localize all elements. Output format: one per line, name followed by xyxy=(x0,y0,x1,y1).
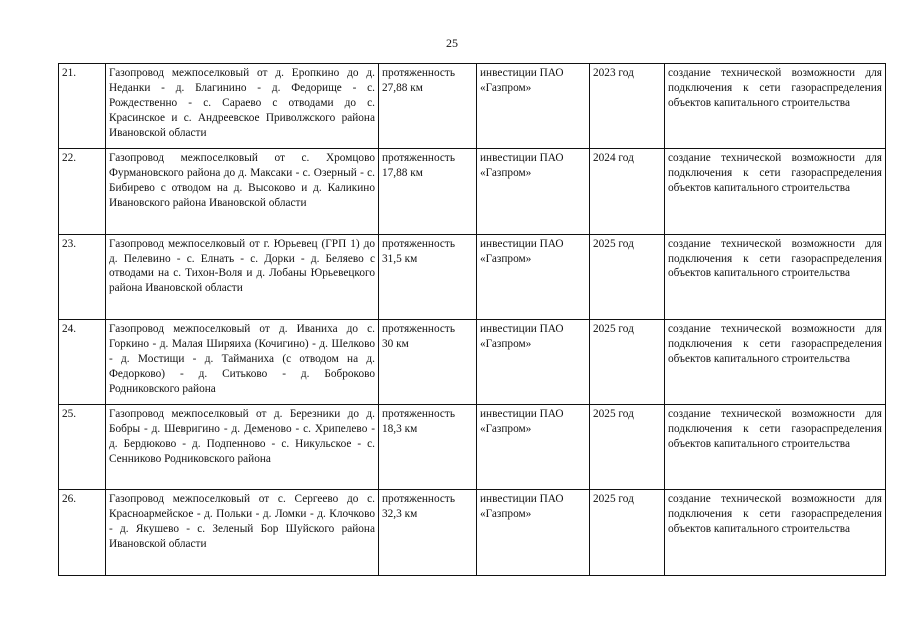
goal-description: создание технической возможности для подключения к сети газораспределения объектов капитального строительства xyxy=(665,234,886,319)
funding-source: инвестиции ПАО «Газпром» xyxy=(477,234,590,319)
object-name: Газопровод межпоселковый от д. Еропкино до д. Неданки - д. Благинино - д. Федорище - с. Рождественно - с. Сараево с отводами до с. Красинское и с. Андреевское Приволжского района Ивановской области xyxy=(106,64,379,149)
length-label: протяженность xyxy=(382,67,455,79)
object-name: Газопровод межпоселковый от с. Хромцово Фурмановского района до д. Максаки - с. Озерный - с. Бибирево с отводом на д. Высоково и д. Каликино Ивановского района Ивановской области xyxy=(106,149,379,234)
length-cell xyxy=(379,405,477,490)
object-name: Газопровод межпоселковый от д. Иваниха до с. Горкино - д. Малая Ширяиха (Кочигино) - д. Шелково - д. Мостищи - д. Таймaниха (с отводом на д. Федорково) - д. Ситьково - д. Боброково Родниковского района xyxy=(106,319,379,404)
row-number: 22. xyxy=(59,149,106,234)
length-value: 27,88 км xyxy=(382,81,423,94)
length-cell xyxy=(379,149,477,234)
completion-year: 2024 год xyxy=(590,149,665,234)
length-label: протяженность xyxy=(382,152,455,165)
length-cell xyxy=(379,490,477,575)
length-value: 17,88 км xyxy=(382,167,423,180)
completion-year: 2025 год xyxy=(590,234,665,319)
length-cell xyxy=(379,234,477,319)
page-number: 25 xyxy=(446,36,458,50)
funding-source: инвестиции ПАО «Газпром» xyxy=(477,319,590,404)
length-value: 31,5 км xyxy=(382,252,418,265)
completion-year: 2025 год xyxy=(590,405,665,490)
row-number: 25. xyxy=(59,405,106,490)
completion-year: 2025 год xyxy=(590,319,665,404)
row-number: 26. xyxy=(59,490,106,575)
length-label: протяженность xyxy=(382,408,455,421)
goal-description: создание технической возможности для подключения к сети газораспределения объектов капитального строительства xyxy=(665,149,886,234)
table-row xyxy=(59,490,886,575)
funding-source: инвестиции ПАО «Газпром» xyxy=(477,490,590,575)
funding-source: инвестиции ПАО «Газпром» xyxy=(477,149,590,234)
completion-year: 2025 год xyxy=(590,490,665,575)
goal-description: создание технической возможности для подключения к сети газораспределения объектов капитального строительства xyxy=(665,319,886,404)
table-row xyxy=(59,64,886,149)
object-name: Газопровод межпоселковый от г. Юрьевец (ГРП 1) до д. Пелевино - с. Елнать - с. Дорки - д. Беляево с отводами на с. Тихон-Воля и д. Лобаны Юрьевецкого района Ивановской области xyxy=(106,234,379,319)
length-label: протяженность xyxy=(382,322,455,335)
length-cell xyxy=(379,64,477,149)
table-row xyxy=(59,405,886,490)
goal-description: создание технической возможности для подключения к сети газораспределения объектов капитального строительства xyxy=(665,490,886,575)
table-row xyxy=(59,149,886,234)
row-number: 21. xyxy=(59,64,106,149)
row-number: 24. xyxy=(59,319,106,404)
table-row xyxy=(59,234,886,319)
length-label: протяженность xyxy=(382,237,455,250)
funding-source: инвестиции ПАО «Газпром» xyxy=(477,64,590,149)
completion-year: 2023 год xyxy=(590,64,665,149)
length-value: 32,3 км xyxy=(382,508,418,521)
object-name: Газопровод межпоселковый от с. Сергеево до с. Красноармейское - д. Польки - д. Ломки - д. Клочково - д. Якушево - с. Зеленый Бор Шуйского района Ивановской области xyxy=(106,490,379,575)
length-label: протяженность xyxy=(382,493,455,506)
row-number: 23. xyxy=(59,234,106,319)
table-body xyxy=(59,64,886,576)
object-name: Газопровод межпоселковый от д. Березники до д. Бобры - д. Шевригино - д. Деменово - с. Хрипелево - д. Бердюково - д. Подпенново - с. Никульское - с. Сенниково Родниковского района xyxy=(106,405,379,490)
table-row xyxy=(59,319,886,404)
funding-source: инвестиции ПАО «Газпром» xyxy=(477,405,590,490)
goal-description: создание технической возможности для подключения к сети газораспределения объектов капитального строительства xyxy=(665,64,886,149)
goal-description: создание технической возможности для подключения к сети газораспределения объектов капитального строительства xyxy=(665,405,886,490)
length-value: 18,3 км xyxy=(382,423,418,436)
gas-pipeline-table xyxy=(58,63,886,576)
length-cell xyxy=(379,319,477,404)
length-value: 30 км xyxy=(382,337,409,350)
